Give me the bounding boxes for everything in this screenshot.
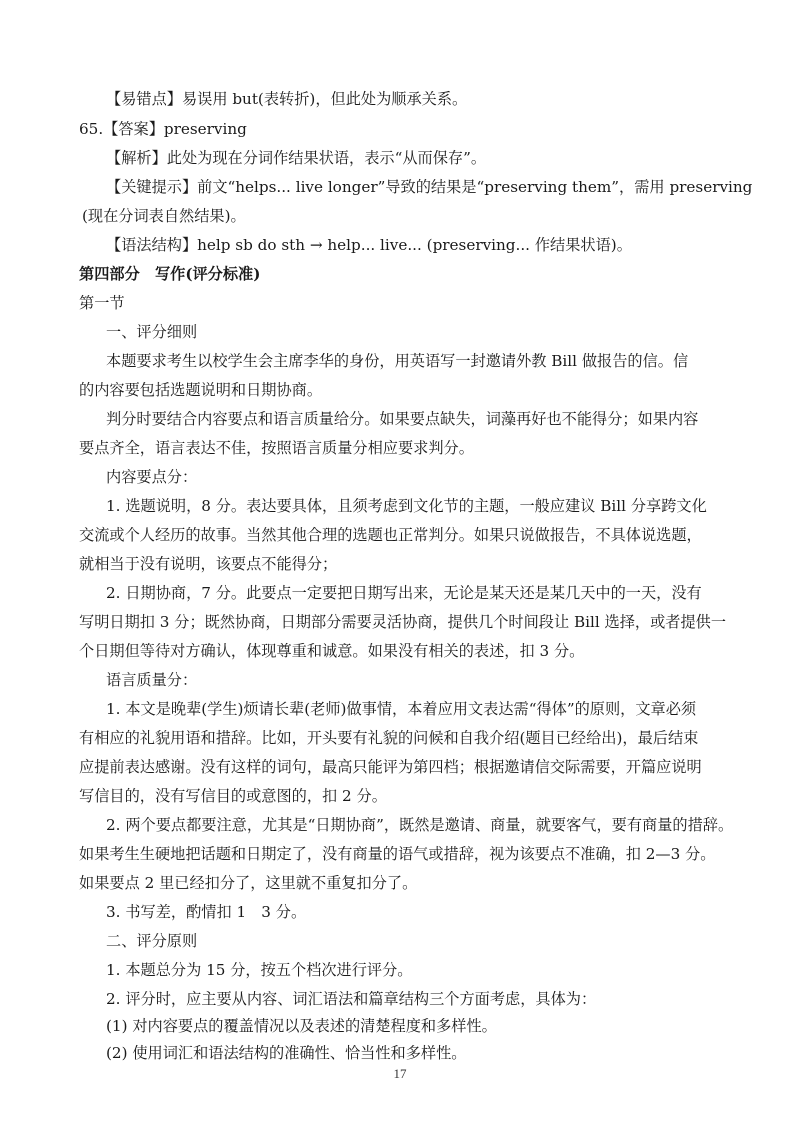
text-line: (现在分词表自然结果)。 — [82, 207, 246, 225]
text-line: 写明日期扣 3 分；既然协商，日期部分需要灵活协商，提供几个时间段让 Bill 选择，或者提供一 — [79, 613, 727, 631]
text-line: 写信目的，没有写信目的或意图的，扣 2 分。 — [79, 787, 387, 805]
text-line: 【解析】此处为现在分词作结果状语，表示“从而保存”。 — [106, 149, 487, 167]
text-line: 个日期但等待对方确认，体现尊重和诚意。如果没有相关的表述，扣 3 分。 — [79, 642, 585, 660]
text-line: 【易错点】易误用 but(表转折)，但此处为顺承关系。 — [106, 90, 468, 108]
text-line: 内容要点分： — [106, 468, 198, 486]
text-line: 【关键提示】前文“helps... live longer”导致的结果是“preserving them”，需用 preserving — [106, 178, 753, 196]
text-line: 65.【答案】preserving — [79, 120, 247, 138]
text-line: 2. 两个要点都要注意，尤其是“日期协商”，既然是邀请、商量，就要客气，要有商量的措辞。 — [106, 816, 734, 834]
subsection-heading: 第一节 — [79, 294, 125, 312]
text-line: 语言质量分： — [106, 671, 198, 689]
text-line: 2. 评分时，应主要从内容、词汇语法和篇章结构三个方面考虑，具体为： — [106, 990, 597, 1008]
text-line: 本题要求考生以校学生会主席李华的身份，用英语写一封邀请外教 Bill 做报告的信。信 — [106, 352, 689, 370]
text-line: 有相应的礼貌用语和措辞。比如，开头要有礼貌的问候和自我介绍(题目已经给出)，最后结束 — [79, 729, 699, 747]
section-heading: 第四部分 写作(评分标准) — [79, 265, 261, 283]
text-line: 2. 日期协商，7 分。此要点一定要把日期写出来，无论是某天还是某几天中的一天，没有 — [106, 584, 702, 602]
text-line: 二、评分原则 — [106, 932, 198, 950]
text-line: 【语法结构】help sb do sth → help... live... (preserving... 作结果状语)。 — [106, 236, 632, 254]
text-line: (1) 对内容要点的覆盖情况以及表述的清楚程度和多样性。 — [106, 1017, 497, 1035]
page-number: 17 — [393, 1066, 407, 1081]
text-line: 要点齐全，语言表达不佳，按照语言质量分相应要求判分。 — [79, 439, 474, 457]
text-line: 判分时要结合内容要点和语言质量给分。如果要点缺失，词藻再好也不能得分；如果内容 — [106, 410, 699, 428]
text-line: 如果要点 2 里已经扣分了，这里就不重复扣分了。 — [79, 874, 418, 892]
text-line: 3. 书写差，酌情扣 1 3 分。 — [106, 903, 307, 921]
text-line: 交流或个人经历的故事。当然其他合理的选题也正常判分。如果只说做报告，不具体说选题， — [79, 526, 702, 544]
text-line: 1. 本题总分为 15 分，按五个档次进行评分。 — [106, 961, 413, 979]
text-line: (2) 使用词汇和语法结构的准确性、恰当性和多样性。 — [106, 1044, 467, 1062]
text-line: 如果考生生硬地把话题和日期定了，没有商量的语气或措辞，视为该要点不准确，扣 2—3 分。 — [79, 845, 716, 863]
text-line: 就相当于没有说明，该要点不能得分； — [79, 555, 338, 573]
text-line: 一、评分细则 — [106, 323, 198, 341]
text-line: 1. 本文是晚辈(学生)烦请长辈(老师)做事情，本着应用文表达需“得体”的原则，文章必须 — [106, 700, 697, 718]
text-line: 应提前表达感谢。没有这样的词句，最高只能评为第四档；根据邀请信交际需要，开篇应说明 — [79, 758, 702, 776]
text-line: 的内容要包括选题说明和日期协商。 — [79, 381, 322, 399]
text-line: 1. 选题说明，8 分。表达要具体，且须考虑到文化节的主题，一般应建议 Bill 分享跨文化 — [106, 497, 707, 515]
